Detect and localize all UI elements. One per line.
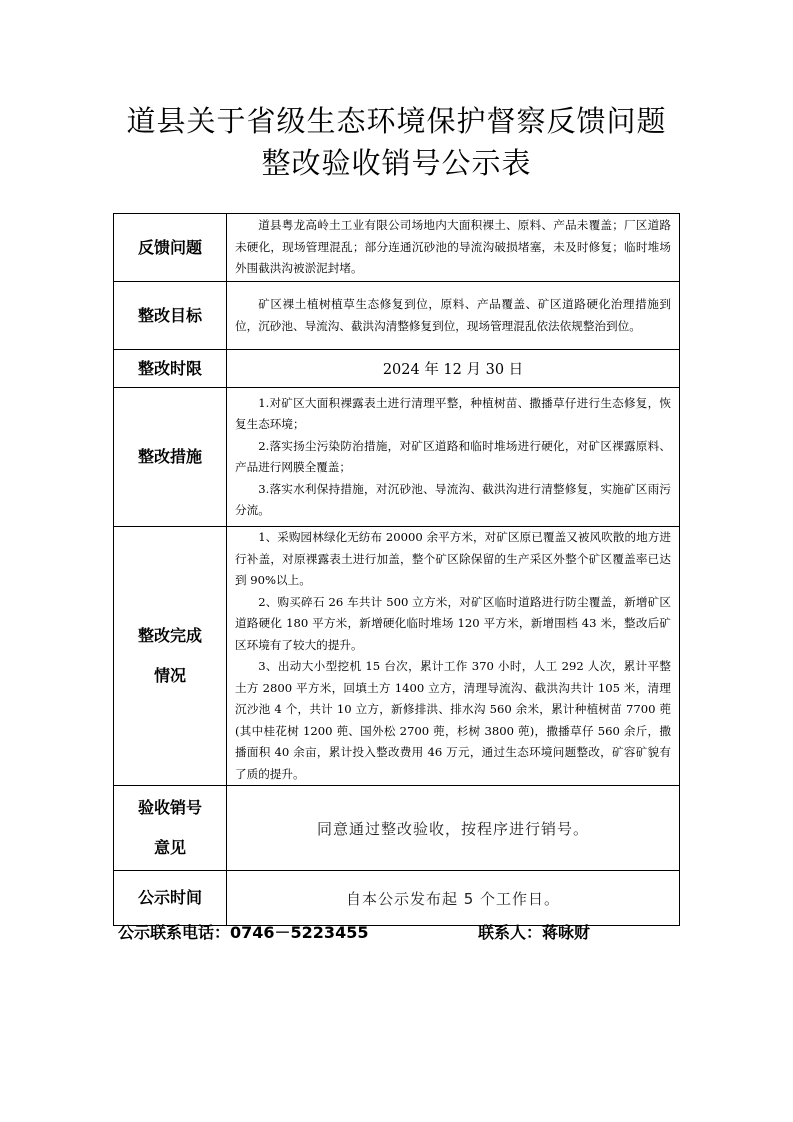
row-acceptance [114, 786, 680, 871]
goal-cell [227, 282, 680, 350]
acceptance-label [114, 786, 227, 871]
contact-phone: 公示联系电话：0746－5223455 [118, 923, 369, 942]
measures-label: 整改措施 [114, 388, 227, 527]
acceptance-opinion: 同意通过整改验收，按程序进行销号。 [227, 786, 680, 871]
completion-item: 3、出动大小型挖机 15 台次，累计工作 370 小时，人工 292 人次，累计平整土方 2800 平方米，回填土方 1400 立方，清理导流沟、截洪沟共计 105 米，清理沉沙池 4 个，共计 10 立方，新修排洪、排水沟 560 余米，累计种植树苗 7700 蔸(其中桂花树 1200 蔸、国外松 2700 蔸，杉树 3800 蔸)，撒播草仔 560 余斤，撒播面积 40 余亩，累计投入整改费用 46 万元，通过生态环境问题整改，矿容矿貌有了质的提升。 [235, 659, 671, 781]
feedback-label: 反馈问题 [114, 214, 227, 282]
feedback-text: 道县粤龙高岭土工业有限公司场地内大面积裸土、原料、产品未覆盖；厂区道路未硬化，现场管理混乱；部分连通沉砂池的导流沟破损堵塞，未及时修复；临时堆场外围截洪沟被淤泥封堵。 [235, 218, 671, 276]
document-title-line2: 整改验收销号公示表 [261, 146, 532, 180]
rectification-table [113, 213, 680, 926]
completion-label-line1: 整改完成 [137, 626, 202, 645]
row-publicity [114, 871, 680, 926]
contact-person: 联系人：蒋咏财 [478, 923, 591, 942]
document-title-line1: 道县关于省级生态环境保护督察反馈问题 [126, 104, 667, 138]
completion-item: 1、采购园林绿化无纺布 20000 余平方米，对矿区原已覆盖又被风吹散的地方进行补盖，对原裸露表土进行加盖，整个矿区除保留的生产采区外整个矿区覆盖率已达到 90%以上。 [235, 530, 671, 587]
goal-label: 整改目标 [114, 282, 227, 350]
deadline-text: 2024 年 12 月 30 日 [227, 350, 680, 388]
row-goal [114, 282, 680, 350]
measures-item: 2.落实扬尘污染防治措施，对矿区道路和临时堆场进行硬化，对矿区裸露原料、产品进行网膜全覆盖； [235, 438, 671, 474]
completion-label-line2: 情况 [153, 666, 186, 685]
publicity-label: 公示时间 [114, 871, 227, 926]
measures-item: 3.落实水利保持措施，对沉砂池、导流沟、截洪沟进行清整修复，实施矿区雨污分流。 [235, 481, 671, 517]
deadline-label: 整改时限 [114, 350, 227, 388]
publicity-period: 自本公示发布起 5 个工作日。 [227, 871, 680, 926]
completion-label [114, 527, 227, 786]
row-measures [114, 388, 680, 527]
row-feedback [114, 214, 680, 282]
row-completion [114, 527, 680, 786]
feedback-cell [227, 214, 680, 282]
acceptance-label-line2: 意见 [153, 838, 186, 857]
completion-item: 2、购买碎石 26 车共计 500 立方米，对矿区临时道路进行防尘覆盖，新增矿区道路硬化 180 平方米，新增硬化临时堆场 120 平方米，新增围档 43 米，整改后矿区环境有了较大的提升。 [235, 594, 671, 652]
completion-cell [227, 527, 680, 786]
measures-cell [227, 388, 680, 527]
goal-text: 矿区裸土植树植草生态修复到位，原料、产品覆盖、矿区道路硬化治理措施到位，沉砂池、导流沟、截洪沟清整修复到位，现场管理混乱依法依规整治到位。 [235, 297, 671, 333]
acceptance-label-line1: 验收销号 [137, 798, 202, 817]
row-deadline [114, 350, 680, 388]
measures-item: 1.对矿区大面积裸露表土进行清理平整，种植树苗、撒播草仔进行生态修复，恢复生态环境； [235, 395, 671, 431]
